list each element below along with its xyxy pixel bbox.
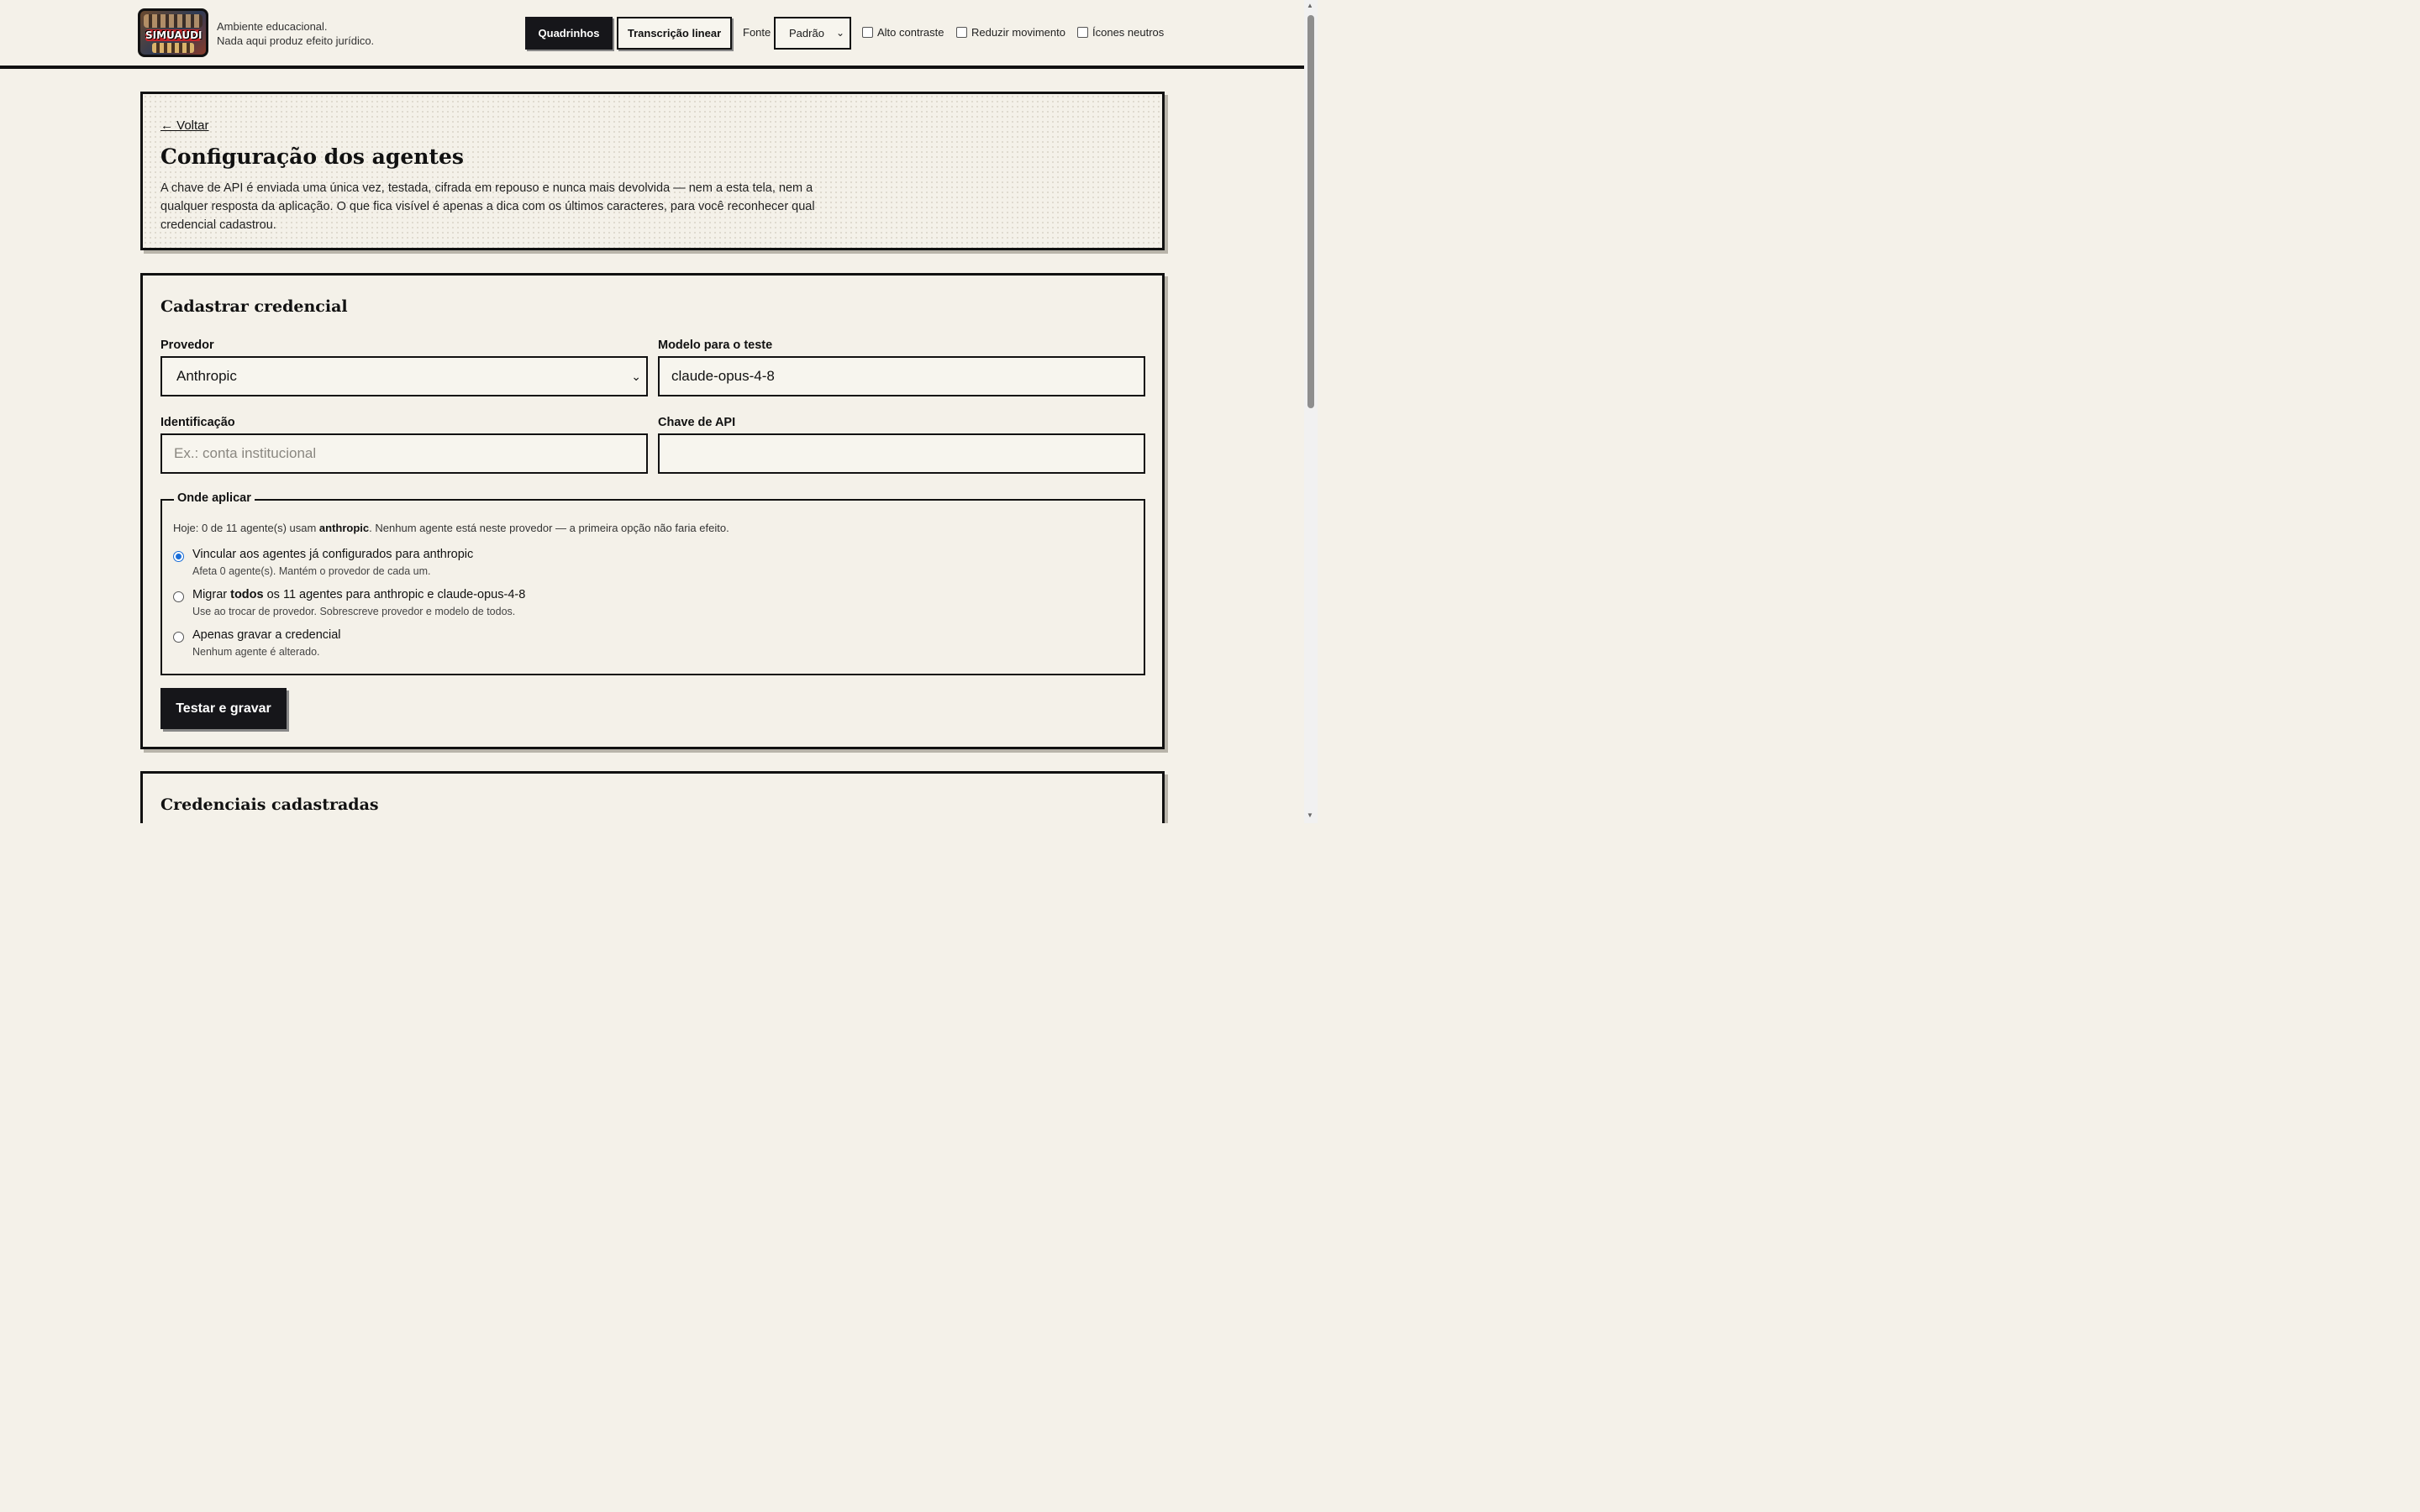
apply-scope-fieldset bbox=[160, 491, 1145, 675]
api-key-input[interactable] bbox=[658, 433, 1145, 474]
font-select[interactable] bbox=[774, 17, 851, 50]
register-credential-form bbox=[140, 273, 1165, 749]
option-main-label bbox=[192, 628, 341, 642]
page-scrollbar[interactable] bbox=[1304, 0, 1318, 823]
chevron-down-icon: ⌄ bbox=[835, 27, 844, 39]
neutral-icons-checkbox[interactable] bbox=[1077, 27, 1088, 38]
identification-input[interactable] bbox=[160, 433, 648, 474]
credentials-title: Credenciais cadastradas bbox=[160, 795, 379, 814]
option-main-emphasis: todos bbox=[230, 588, 264, 601]
option-main-text-rest: os 11 agentes para anthropic e claude-opus-4-8 bbox=[263, 588, 526, 601]
high-contrast-label: Alto contraste bbox=[877, 26, 944, 39]
option-main-text: Vincular aos agentes já configurados para anthropic bbox=[192, 548, 474, 561]
simuaudi-logo[interactable] bbox=[138, 8, 208, 57]
option-description: Afeta 0 agente(s). Mantém o provedor de cada um. bbox=[192, 565, 431, 577]
disclaimer-line-1: Ambiente educacional. bbox=[217, 20, 328, 33]
option-description: Use ao trocar de provedor. Sobrescreve provedor e modelo de todos. bbox=[192, 606, 516, 617]
logo-figures bbox=[144, 14, 203, 28]
chevron-down-icon: ⌄ bbox=[631, 370, 641, 383]
form-title: Cadastrar credencial bbox=[160, 297, 348, 316]
option-main-label bbox=[192, 548, 473, 561]
model-input[interactable] bbox=[658, 356, 1145, 396]
top-bar bbox=[0, 0, 1304, 69]
current-usage-suffix: . Nenhum agente está neste provedor — a primeira opção não faria efeito. bbox=[369, 522, 729, 534]
option-main-label bbox=[192, 588, 525, 601]
disclaimer-line-2: Nada aqui produz efeito jurídico. bbox=[217, 34, 375, 47]
identification-label: Identificação bbox=[160, 416, 235, 429]
logo-figures-bottom bbox=[152, 43, 194, 53]
font-label: Fonte bbox=[743, 26, 771, 39]
provider-select-value: Anthropic bbox=[176, 368, 237, 384]
provider-label: Provedor bbox=[160, 339, 214, 352]
comics-mode-button[interactable]: Quadrinhos bbox=[525, 17, 613, 50]
intro-description: A chave de API é enviada uma única vez, testada, cifrada em repouso e nunca mais devolvida — nem a esta tela, nem a qualquer resposta da aplicação. O que fica visível é apenas a dica com os últimos caracteres, para você reconhecer qual credencial cadastrou. bbox=[160, 181, 815, 232]
api-key-label: Chave de API bbox=[658, 416, 736, 429]
reduce-motion-checkbox[interactable] bbox=[956, 27, 967, 38]
current-usage-note bbox=[173, 522, 729, 534]
radio-link-existing[interactable] bbox=[173, 551, 184, 562]
reduce-motion-toggle[interactable] bbox=[956, 26, 1065, 39]
intro-panel bbox=[140, 92, 1165, 250]
back-link[interactable]: ← Voltar bbox=[160, 118, 209, 133]
provider-select[interactable] bbox=[160, 356, 648, 396]
test-and-save-button[interactable]: Testar e gravar bbox=[160, 688, 287, 729]
model-label: Modelo para o teste bbox=[658, 339, 773, 352]
scroll-down-icon[interactable]: ▼ bbox=[1307, 811, 1313, 819]
logo-wordmark: SIMUAUDI bbox=[145, 29, 203, 41]
neutral-icons-toggle[interactable] bbox=[1077, 26, 1164, 39]
option-main-text: Migrar bbox=[192, 588, 231, 601]
scroll-up-icon[interactable]: ▲ bbox=[1307, 2, 1313, 9]
linear-transcript-button[interactable]: Transcrição linear bbox=[617, 17, 732, 50]
apply-scope-legend: Onde aplicar bbox=[174, 491, 255, 505]
current-usage-prefix: Hoje: 0 de 11 agente(s) usam bbox=[173, 522, 319, 534]
page bbox=[0, 0, 1318, 823]
font-select-value: Padrão bbox=[789, 27, 824, 39]
neutral-icons-label: Ícones neutros bbox=[1092, 26, 1165, 39]
option-main-text: Apenas gravar a credencial bbox=[192, 628, 341, 642]
reduce-motion-label: Reduzir movimento bbox=[971, 26, 1065, 39]
high-contrast-toggle[interactable] bbox=[862, 26, 944, 39]
identification-placeholder: Ex.: conta institucional bbox=[174, 445, 317, 461]
option-description: Nenhum agente é alterado. bbox=[192, 646, 320, 658]
registered-credentials-panel bbox=[140, 771, 1165, 823]
disclaimer bbox=[217, 19, 374, 48]
high-contrast-checkbox[interactable] bbox=[862, 27, 873, 38]
radio-migrate-all[interactable] bbox=[173, 591, 184, 602]
current-usage-provider: anthropic bbox=[318, 522, 370, 534]
scrollbar-thumb[interactable] bbox=[1307, 15, 1314, 408]
page-title: Configuração dos agentes bbox=[160, 144, 464, 169]
radio-save-only[interactable] bbox=[173, 632, 184, 643]
model-input-value: claude-opus-4-8 bbox=[671, 368, 775, 384]
